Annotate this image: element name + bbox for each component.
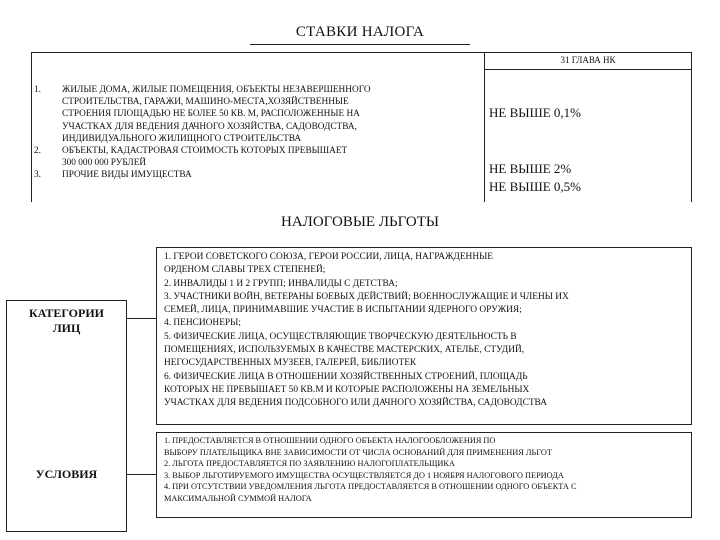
rate-item-line: 300 000 000 РУБЛЕЙ: [62, 158, 147, 169]
benefit-line: 1. ГЕРОИ СОВЕТСКОГО СОЮЗА, ГЕРОИ РОССИИ, ЛИЦА, НАГРАЖДЕННЫЕ: [164, 252, 493, 262]
chapter-label: 31 ГЛАВА НК: [560, 55, 616, 65]
rate-item-1: [34, 84, 474, 145]
category-connector: [127, 318, 156, 319]
rate-item-number: 1.: [34, 85, 41, 95]
condition-line: ВЫБОРУ ПЛАТЕЛЬЩИКА ВНЕ ЗАВИСИМОСТИ ОТ ЧИСЛА ОСНОВАНИЙ ДЛЯ ПРИМЕНЕНИЯ ЛЬГОТ: [164, 447, 552, 457]
rate-item-line: ИНДИВИДУАЛЬНОГО ЖИЛИЩНОГО СТРОИТЕЛЬСТВА: [62, 133, 302, 144]
benefit-line: СЕМЕЙ, ЛИЦА, ПРИНИМАВШИЕ УЧАСТИЕ В ИСПЫТАНИИ ЯДЕРНОГО ОРУЖИЯ;: [164, 305, 522, 316]
category-label-line: ЛИЦ: [52, 321, 81, 335]
rate-value-3: НЕ ВЫШЕ 0,5%: [489, 179, 581, 194]
rate-item-line: УЧАСТКАХ ДЛЯ ВЕДЕНИЯ ДАЧНОГО ХОЗЯЙСТВА, САДОВОДСТВА,: [62, 121, 357, 132]
benefit-line: 3. УЧАСТНИКИ ВОЙН, ВЕТЕРАНЫ БОЕВЫХ ДЕЙСТВИЙ; ВОЕННОСЛУЖАЩИЕ И ЧЛЕНЫ ИХ: [164, 291, 569, 302]
page-title: СТАВКИ НАЛОГА: [295, 24, 425, 40]
benefit-line: КОТОРЫХ НЕ ПРЕВЫШАЕТ 50 КВ.М И КОТОРЫЕ РАСПОЛОЖЕНЫ НА ЗЕМЕЛЬНЫХ: [164, 384, 530, 395]
rate-item-3: [34, 169, 474, 181]
conditions-list: [164, 435, 688, 505]
rate-item-line: ПРОЧИЕ ВИДЫ ИМУЩЕСТВА: [62, 170, 192, 181]
benefit-line: 5. ФИЗИЧЕСКИЕ ЛИЦА, ОСУЩЕСТВЛЯЮЩИЕ ТВОРЧЕСКУЮ ДЕЯТЕЛЬНОСТЬ В: [164, 331, 517, 342]
title-underline: [250, 44, 470, 45]
rate-value-1: НЕ ВЫШЕ 0,1%: [489, 105, 581, 120]
rate-value-2: НЕ ВЫШЕ 2%: [489, 161, 572, 176]
condition-line: МАКСИМАЛЬНОЙ СУММОЙ НАЛОГА: [164, 493, 312, 503]
benefit-line: УЧАСТКАХ ДЛЯ ВЕДЕНИЯ ПОДСОБНОГО ИЛИ ДАЧНОГО ХОЗЯЙСТВА, САДОВОДСТВА: [164, 398, 547, 409]
category-label-line: КАТЕГОРИИ: [29, 306, 104, 320]
category-label: [6, 306, 127, 336]
benefit-line: 2. ИНВАЛИДЫ 1 И 2 ГРУПП; ИНВАЛИДЫ С ДЕТСТВА;: [164, 278, 398, 289]
benefit-line: 4. ПЕНСИОНЕРЫ;: [164, 318, 241, 329]
benefit-line: 6. ФИЗИЧЕСКИЕ ЛИЦА В ОТНОШЕНИИ ХОЗЯЙСТВЕННЫХ СТРОЕНИЙ, ПЛОЩАДЬ: [164, 371, 528, 382]
conditions-connector: [127, 474, 156, 475]
condition-line: 2. ЛЬГОТА ПРЕДОСТАВЛЯЕТСЯ ПО ЗАЯВЛЕНИЮ НАЛОГОПЛАТЕЛЬЩИКА: [164, 459, 455, 469]
benefits-list: [164, 251, 688, 411]
rate-item-line: ЖИЛЫЕ ДОМА, ЖИЛЫЕ ПОМЕЩЕНИЯ, ОБЪЕКТЫ НЕЗАВЕРШЕННОГО: [62, 85, 371, 95]
rate-item-number: 2.: [34, 146, 41, 157]
benefit-line: ОРДЕНОМ СЛАВЫ ТРЕХ СТЕПЕНЕЙ;: [164, 265, 326, 276]
benefit-line: НЕГОСУДАРСТВЕННЫХ МУЗЕЕВ, ГАЛЕРЕЙ, БИБЛИОТЕК: [164, 358, 417, 369]
condition-line: 3. ВЫБОР ЛЬГОТИРУЕМОГО ИМУЩЕСТВА ОСУЩЕСТВЛЯЕТСЯ ДО 1 НОЯБРЯ НАЛОГОВОГО ПЕРИОДА: [164, 470, 564, 480]
benefit-line: ПОМЕЩЕНИЯХ, ИСПОЛЬЗУЕМЫХ В КАЧЕСТВЕ МАСТЕРСКИХ, АТЕЛЬЕ, СТУДИЙ,: [164, 345, 525, 356]
rate-item-number: 3.: [34, 170, 41, 181]
tax-rate-objects-list: [34, 84, 474, 182]
condition-line: 1. ПРЕДОСТАВЛЯЕТСЯ В ОТНОШЕНИИ ОДНОГО ОБЪЕКТА НАЛОГООБЛОЖЕНИЯ ПО: [164, 436, 496, 445]
rate-item-line: ОБЪЕКТЫ, КАДАСТРОВАЯ СТОИМОСТЬ КОТОРЫХ ПРЕВЫШАЕТ: [62, 146, 348, 157]
section-subtitle: НАЛОГОВЫЕ ЛЬГОТЫ: [281, 214, 439, 230]
rate-item-line: СТРОЕНИЯ ПЛОЩАДЬЮ НЕ БОЛЕЕ 50 КВ. М, РАСПОЛОЖЕННЫЕ НА: [62, 109, 360, 120]
conditions-label: УСЛОВИЯ: [35, 467, 98, 481]
rate-item-2: [34, 145, 474, 169]
condition-line: 4. ПРИ ОТСУТСТВИИ УВЕДОМЛЕНИЯ ЛЬГОТА ПРЕДОСТАВЛЯЕТСЯ В ОТНОШЕНИИ ОДНОГО ОБЪЕКТА С: [164, 482, 577, 492]
rate-item-line: СТРОИТЕЛЬСТВА, ГАРАЖИ, МАШИНО-МЕСТА,ХОЗЯЙСТВЕННЫЕ: [62, 97, 349, 108]
